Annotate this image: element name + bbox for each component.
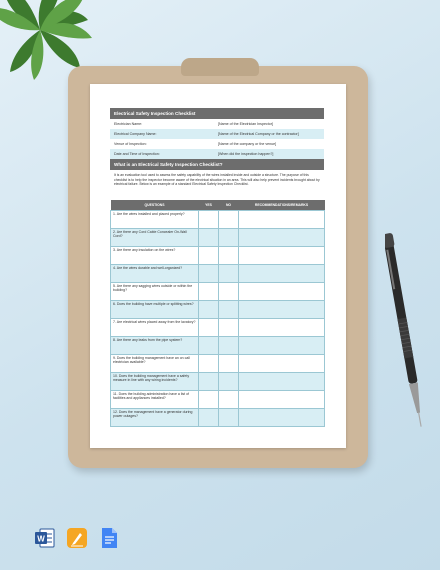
no-cell[interactable]	[219, 337, 239, 355]
field-label: Venue of Inspection:	[114, 142, 147, 146]
question-cell: 8. Are there any leaks from the pipe system?	[111, 337, 199, 355]
yes-cell[interactable]	[199, 265, 219, 283]
table-row	[111, 391, 325, 409]
info-fields	[110, 119, 324, 159]
field-label: Date and Time of Inspection:	[114, 152, 160, 156]
field-label: Electrical Company Name:	[114, 132, 157, 136]
table-row	[111, 409, 325, 427]
word-icon-letter: W	[37, 534, 45, 544]
table-row	[111, 211, 325, 229]
yes-cell[interactable]	[199, 301, 219, 319]
question-cell: 5. Are there any sagging wires outside or within the building?	[111, 283, 199, 301]
table-row	[111, 283, 325, 301]
question-cell: 12. Does the management have a generator during power outages?	[111, 409, 199, 427]
checklist-document	[110, 108, 324, 427]
header-remarks: RECOMMENDATIONS/REMARKS	[239, 200, 325, 211]
table-row	[111, 301, 325, 319]
question-cell: 4. Are the wires durable and well-organized?	[111, 265, 199, 283]
info-row	[110, 149, 324, 159]
remarks-cell[interactable]	[239, 391, 325, 409]
section-title: What is an Electrical Safety Inspection Checklist?	[110, 159, 324, 170]
no-cell[interactable]	[219, 391, 239, 409]
question-cell: 3. Are there any insulation on the wires?	[111, 247, 199, 265]
field-label: Electrician Name:	[114, 122, 143, 126]
yes-cell[interactable]	[199, 319, 219, 337]
info-row	[110, 129, 324, 139]
checklist-table	[110, 200, 325, 427]
question-cell: 1. Are the wires installed and placed properly?	[111, 211, 199, 229]
no-cell[interactable]	[219, 265, 239, 283]
no-cell[interactable]	[219, 319, 239, 337]
purpose-text: It is an evaluation tool used to assess the safety capability of the wires installed inside and outside a structure. The purpose of this checklist is to help the inspector become aware of the electrical situation in an area. This will also help prevent incidents brought about by electrical failure. Below is an example of a standard Electrical Safety Inspection Checklist.	[114, 173, 320, 187]
pages-icon[interactable]	[66, 527, 88, 549]
yes-cell[interactable]	[199, 229, 219, 247]
field-value: [Name of the Electrician Inspector]	[218, 122, 273, 126]
no-cell[interactable]	[219, 229, 239, 247]
table-row	[111, 337, 325, 355]
remarks-cell[interactable]	[239, 373, 325, 391]
table-row	[111, 229, 325, 247]
pen-image	[385, 228, 425, 438]
clipboard-clip	[181, 58, 259, 76]
question-cell: 7. Are electrical wires placed away from the lavatory?	[111, 319, 199, 337]
table-row	[111, 355, 325, 373]
word-icon[interactable]	[34, 527, 56, 549]
header-yes: YES	[199, 200, 219, 211]
yes-cell[interactable]	[199, 247, 219, 265]
yes-cell[interactable]	[199, 355, 219, 373]
document-title: Electrical Safety Inspection Checklist	[110, 108, 324, 119]
header-no: NO	[219, 200, 239, 211]
field-value: [Name of the company or the venue]	[218, 142, 277, 146]
no-cell[interactable]	[219, 409, 239, 427]
app-icons	[34, 527, 120, 549]
info-row	[110, 139, 324, 149]
table-row	[111, 373, 325, 391]
question-cell: 2. Are there any Cord Cable Concealer On-Wall Cord?	[111, 229, 199, 247]
no-cell[interactable]	[219, 301, 239, 319]
google-docs-icon[interactable]	[98, 527, 120, 549]
yes-cell[interactable]	[199, 337, 219, 355]
remarks-cell[interactable]	[239, 355, 325, 373]
remarks-cell[interactable]	[239, 265, 325, 283]
yes-cell[interactable]	[199, 391, 219, 409]
table-row	[111, 247, 325, 265]
no-cell[interactable]	[219, 283, 239, 301]
yes-cell[interactable]	[199, 211, 219, 229]
yes-cell[interactable]	[199, 283, 219, 301]
question-cell: 9. Does the building management have an on call electrician available?	[111, 355, 199, 373]
yes-cell[interactable]	[199, 409, 219, 427]
table-row	[111, 265, 325, 283]
remarks-cell[interactable]	[239, 319, 325, 337]
remarks-cell[interactable]	[239, 247, 325, 265]
remarks-cell[interactable]	[239, 229, 325, 247]
remarks-cell[interactable]	[239, 301, 325, 319]
no-cell[interactable]	[219, 247, 239, 265]
header-questions: QUESTIONS	[111, 200, 199, 211]
info-row	[110, 119, 324, 129]
remarks-cell[interactable]	[239, 283, 325, 301]
question-cell: 10. Does the building management have a safety measure in line with any wiring incidents?	[111, 373, 199, 391]
table-row	[111, 319, 325, 337]
field-value: [Name of the Electrical Company or the contractor]	[218, 132, 299, 136]
yes-cell[interactable]	[199, 373, 219, 391]
checklist-body	[111, 211, 325, 427]
checklist-paper	[90, 84, 346, 448]
field-value: [When did the inspection happen?]	[218, 152, 274, 156]
no-cell[interactable]	[219, 355, 239, 373]
remarks-cell[interactable]	[239, 337, 325, 355]
question-cell: 11. Does the building administration have a list of facilities and appliances installed?	[111, 391, 199, 409]
no-cell[interactable]	[219, 373, 239, 391]
question-cell: 6. Does the building have multiple or splitting wires?	[111, 301, 199, 319]
remarks-cell[interactable]	[239, 211, 325, 229]
remarks-cell[interactable]	[239, 409, 325, 427]
no-cell[interactable]	[219, 211, 239, 229]
